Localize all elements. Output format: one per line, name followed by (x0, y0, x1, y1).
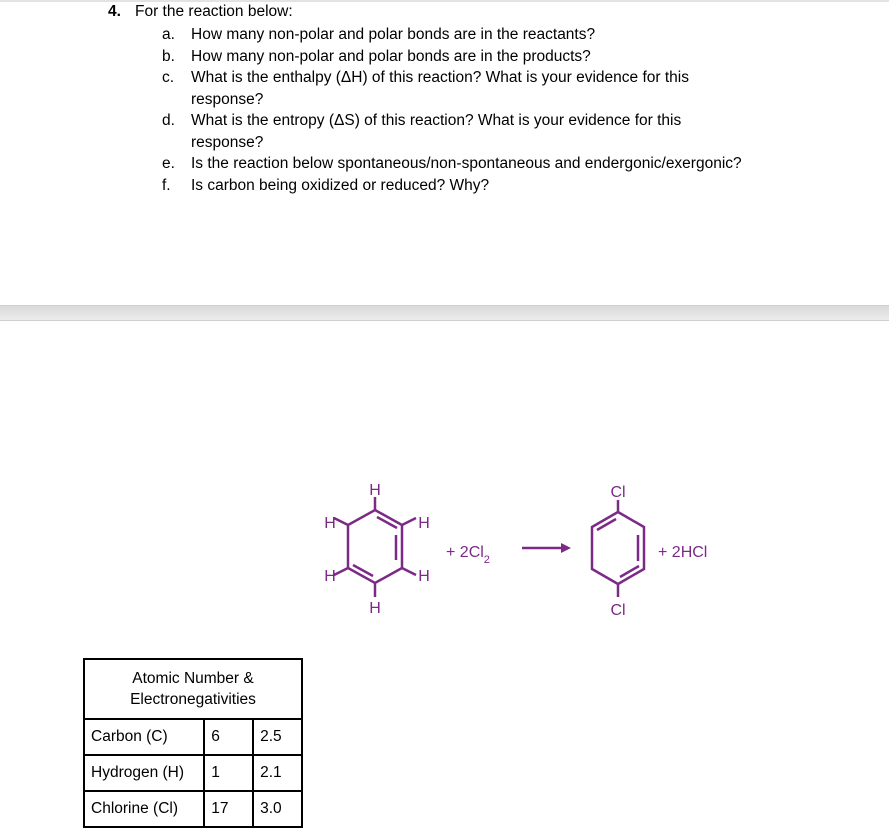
question-heading (108, 2, 293, 22)
item-text: Is the reaction below spontaneous/non-spontaneous and endergonic/exergonic? (191, 155, 742, 172)
question-item (162, 46, 802, 68)
question-intro: For the reaction below: (135, 3, 293, 20)
benzene-product (592, 500, 644, 597)
h-atom-bottom: H (369, 600, 381, 617)
item-letter: f. (162, 176, 171, 194)
item-text: What is the entropy (ΔS) of this reaction? What is your evidence for this response? (191, 112, 682, 151)
cell-element: Hydrogen (H) (84, 755, 204, 791)
item-text: What is the enthalpy (ΔH) of this reaction? What is your evidence for this response? (191, 69, 689, 108)
question-number: 4. (108, 3, 121, 20)
table-row (84, 755, 302, 791)
h-atom-top: H (369, 482, 381, 499)
h-atom-upper-left: H (324, 515, 336, 532)
item-letter: e. (162, 155, 175, 172)
cl-atom-bottom: Cl (610, 602, 626, 619)
table-header: Atomic Number & Electronegativities (84, 659, 302, 719)
cell-atomic-number: 1 (204, 755, 253, 791)
cell-atomic-number: 17 (204, 791, 253, 827)
byproduct-label: + 2HCl (658, 544, 708, 561)
h-atom-lower-right: H (418, 568, 430, 585)
table-row (84, 719, 302, 755)
reagent-label: + $2Cl_2$ (446, 544, 490, 566)
item-letter: a. (162, 26, 175, 43)
question-item (162, 153, 802, 175)
item-text: How many non-polar and polar bonds are in the products? (191, 47, 591, 65)
item-letter: c. (162, 69, 175, 86)
question-list (162, 24, 802, 196)
cell-element: Carbon (C) (84, 719, 204, 755)
question-item (162, 24, 802, 46)
h-atom-lower-left: H (324, 568, 336, 585)
item-text: Is carbon being oxidized or reduced? Why? (191, 176, 490, 194)
cell-electronegativity: 2.5 (253, 719, 302, 755)
cl-atom-top: Cl (610, 484, 626, 501)
reaction-svg (300, 475, 760, 625)
cell-atomic-number: 6 (204, 719, 253, 755)
table-header-row (84, 659, 302, 719)
benzene-reactant (334, 497, 416, 597)
question-item (162, 110, 731, 153)
item-text: How many non-polar and polar bonds are in the reactants? (191, 26, 596, 43)
item-letter: d. (162, 112, 175, 129)
reaction-arrow (522, 543, 571, 553)
table-row (84, 791, 302, 827)
h-atom-upper-right: H (418, 515, 430, 532)
question-item (162, 175, 802, 197)
cell-electronegativity: 3.0 (253, 791, 302, 827)
reaction-diagram (300, 475, 760, 625)
cell-electronegativity: 2.1 (253, 755, 302, 791)
item-letter: b. (162, 47, 175, 65)
electronegativity-table (83, 658, 303, 828)
page-divider (0, 305, 889, 321)
question-item (162, 67, 731, 110)
cell-element: Chlorine (Cl) (84, 791, 204, 827)
